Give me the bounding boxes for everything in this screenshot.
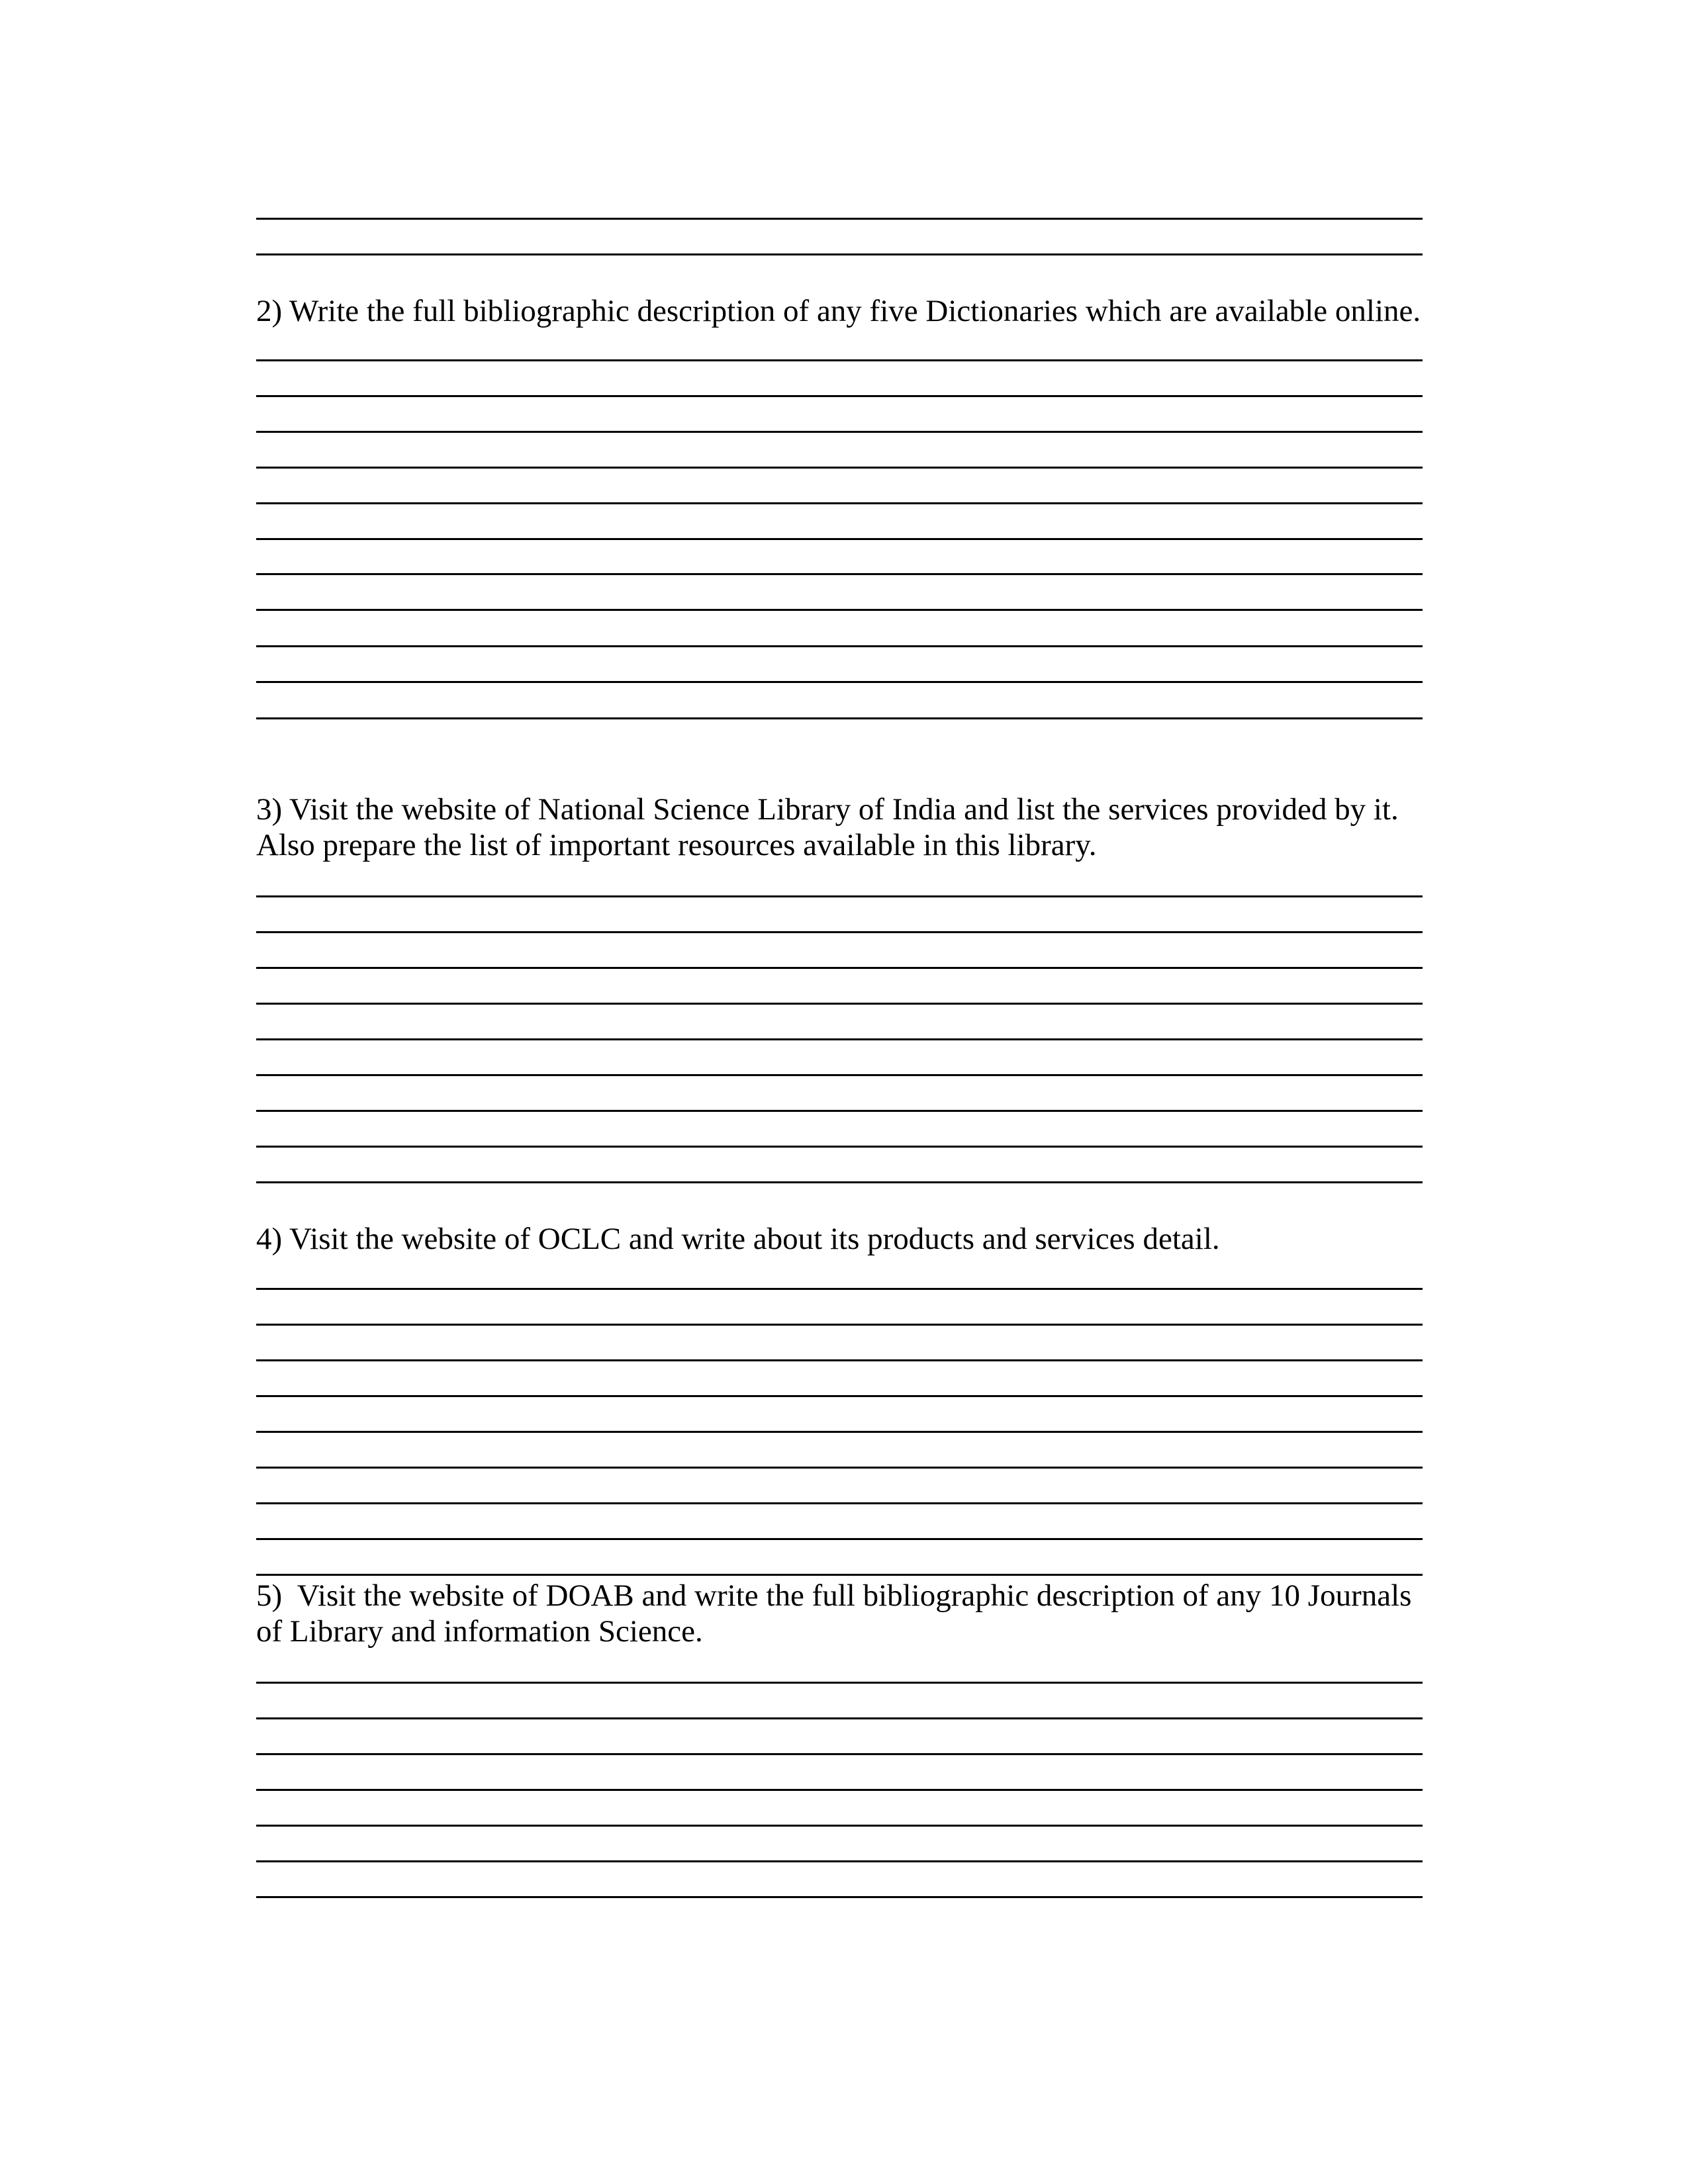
answer-line[interactable] [256, 1359, 1423, 1361]
answer-line[interactable] [256, 1181, 1423, 1183]
answer-line[interactable] [256, 1574, 1423, 1576]
answer-line[interactable] [256, 573, 1423, 575]
answer-line[interactable] [256, 467, 1423, 469]
answer-line[interactable] [256, 717, 1423, 719]
answer-line[interactable] [256, 1324, 1423, 1326]
answer-line[interactable] [256, 1038, 1423, 1040]
question-3-line-1: 3) Visit the website of National Science Library of India and list the services provided by it. [256, 792, 1399, 827]
answer-line[interactable] [256, 1110, 1423, 1112]
answer-line[interactable] [256, 253, 1423, 255]
answer-line[interactable] [256, 395, 1423, 397]
answer-line[interactable] [256, 1682, 1423, 1684]
answer-line[interactable] [256, 359, 1423, 361]
answer-line[interactable] [256, 931, 1423, 933]
answer-line[interactable] [256, 218, 1423, 220]
answer-line[interactable] [256, 502, 1423, 504]
answer-line[interactable] [256, 1395, 1423, 1397]
answer-line[interactable] [256, 1825, 1423, 1827]
answer-line[interactable] [256, 681, 1423, 683]
question-5-line-2: of Library and information Science. [256, 1614, 703, 1649]
answer-line[interactable] [256, 1717, 1423, 1719]
answer-line[interactable] [256, 1538, 1423, 1540]
question-3-line-2: Also prepare the list of important resources available in this library. [256, 828, 1097, 862]
question-5-line-1: 5) Visit the website of DOAB and write the full bibliographic description of any 10 Journals [256, 1578, 1412, 1613]
answer-line[interactable] [256, 1467, 1423, 1469]
question-2: 2) Write the full bibliographic description of any five Dictionaries which are available online. [256, 294, 1421, 328]
answer-line[interactable] [256, 538, 1423, 540]
answer-line[interactable] [256, 1896, 1423, 1898]
answer-line[interactable] [256, 1502, 1423, 1504]
question-4: 4) Visit the website of OCLC and write about its products and services detail. [256, 1222, 1220, 1256]
answer-line[interactable] [256, 1860, 1423, 1862]
answer-line[interactable] [256, 1288, 1423, 1290]
answer-line[interactable] [256, 645, 1423, 647]
answer-line[interactable] [256, 967, 1423, 969]
answer-line[interactable] [256, 1789, 1423, 1791]
answer-line[interactable] [256, 1753, 1423, 1755]
answer-line[interactable] [256, 1146, 1423, 1148]
answer-line[interactable] [256, 431, 1423, 433]
answer-line[interactable] [256, 1074, 1423, 1076]
answer-line[interactable] [256, 895, 1423, 897]
answer-line[interactable] [256, 1003, 1423, 1005]
answer-line[interactable] [256, 609, 1423, 611]
answer-line[interactable] [256, 1431, 1423, 1433]
